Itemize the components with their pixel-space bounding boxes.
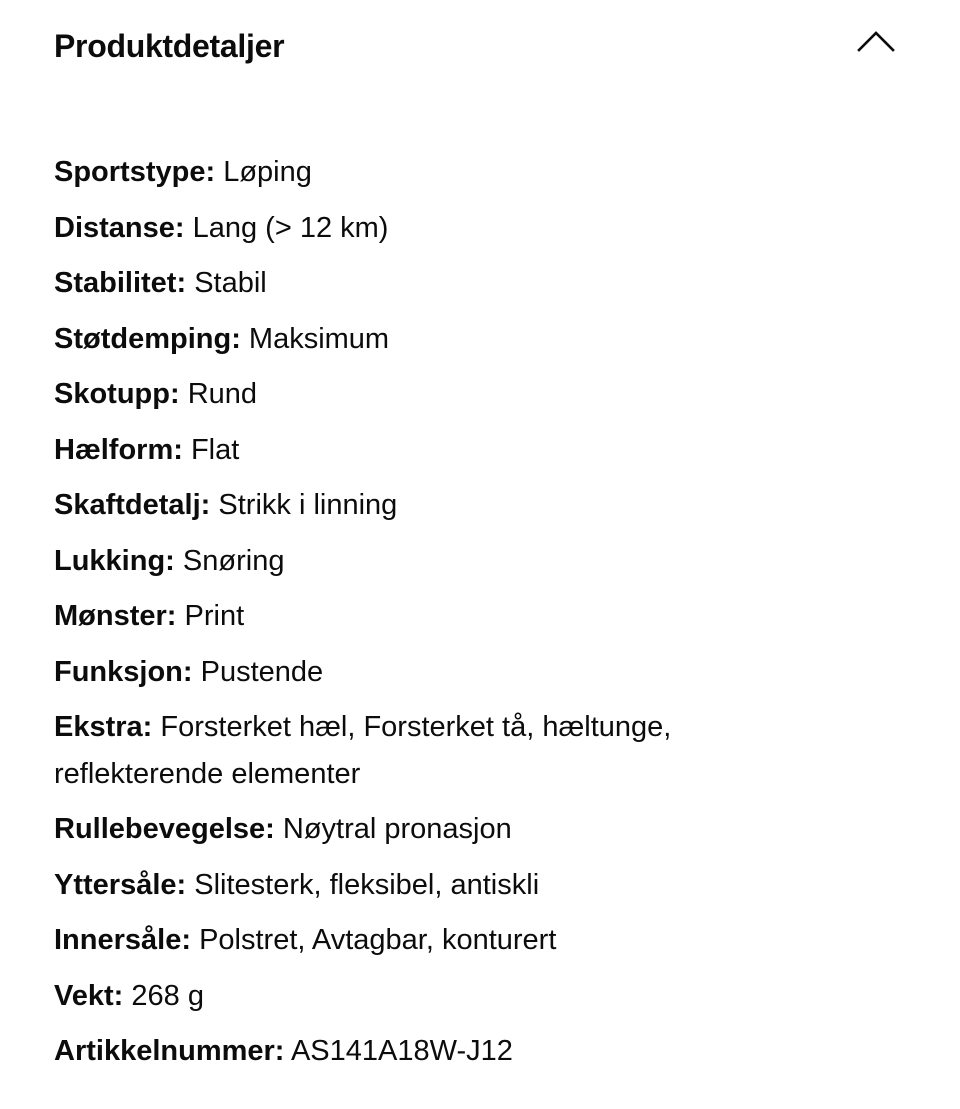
chevron-up-icon[interactable]	[856, 28, 896, 56]
detail-label: Innersåle:	[54, 924, 191, 956]
section-title: Produktdetaljer	[54, 28, 285, 64]
detail-value: Rund	[187, 378, 258, 410]
detail-skotupp	[54, 367, 814, 423]
detail-lukking	[54, 534, 814, 590]
detail-yttersale	[54, 858, 814, 914]
detail-skaftdetalj	[54, 478, 814, 534]
detail-label: Distanse:	[54, 211, 185, 244]
detail-innersale	[54, 913, 814, 969]
detail-label: Funksjon:	[54, 655, 193, 688]
detail-rullebevegelse	[54, 802, 814, 858]
detail-value: AS141A18W-J12	[290, 1035, 513, 1067]
detail-label: Rullebevegelse:	[54, 813, 275, 845]
detail-value: Lang (> 12 km)	[192, 211, 389, 244]
detail-sportstype	[54, 145, 814, 201]
detail-label: Stabilitet:	[54, 267, 187, 299]
detail-ekstra	[54, 700, 774, 802]
detail-value: Flat	[190, 433, 240, 466]
detail-distanse	[54, 201, 814, 257]
detail-stotdemping	[54, 312, 814, 368]
detail-value: 268 g	[131, 979, 204, 1012]
detail-value: Løping	[223, 156, 312, 188]
detail-label: Yttersåle:	[54, 868, 187, 901]
detail-label: Skotupp:	[54, 378, 180, 410]
detail-stabilitet	[54, 256, 814, 312]
detail-label: Hælform:	[54, 433, 183, 466]
detail-vekt	[54, 969, 814, 1025]
detail-value: Snøring	[182, 544, 285, 577]
detail-label: Vekt:	[54, 979, 124, 1012]
detail-value: Forsterket hæl, Forsterket tå, hæltunge, reflekterende elementer	[54, 711, 672, 790]
detail-value: Strikk i linning	[218, 489, 398, 521]
detail-value: Pustende	[200, 655, 324, 688]
detail-value: Print	[184, 600, 245, 632]
detail-label: Artikkelnummer:	[54, 1035, 285, 1067]
detail-label: Ekstra:	[54, 711, 153, 743]
detail-label: Mønster:	[54, 600, 177, 632]
product-details-list	[54, 145, 814, 1080]
detail-label: Skaftdetalj:	[54, 489, 211, 521]
detail-monster	[54, 589, 814, 645]
detail-label: Sportstype:	[54, 156, 216, 188]
detail-label: Støtdemping:	[54, 322, 241, 355]
detail-value: Stabil	[194, 267, 267, 299]
detail-value: Maksimum	[248, 322, 390, 355]
detail-funksjon	[54, 645, 814, 701]
detail-artikkelnummer	[54, 1024, 814, 1080]
detail-haelform	[54, 423, 814, 479]
detail-label: Lukking:	[54, 544, 175, 577]
detail-value: Polstret, Avtagbar, konturert	[199, 924, 557, 956]
detail-value: Nøytral pronasjon	[282, 813, 512, 845]
product-details-accordion-header[interactable]	[0, 0, 960, 100]
detail-value: Slitesterk, fleksibel, antiskli	[194, 868, 540, 901]
